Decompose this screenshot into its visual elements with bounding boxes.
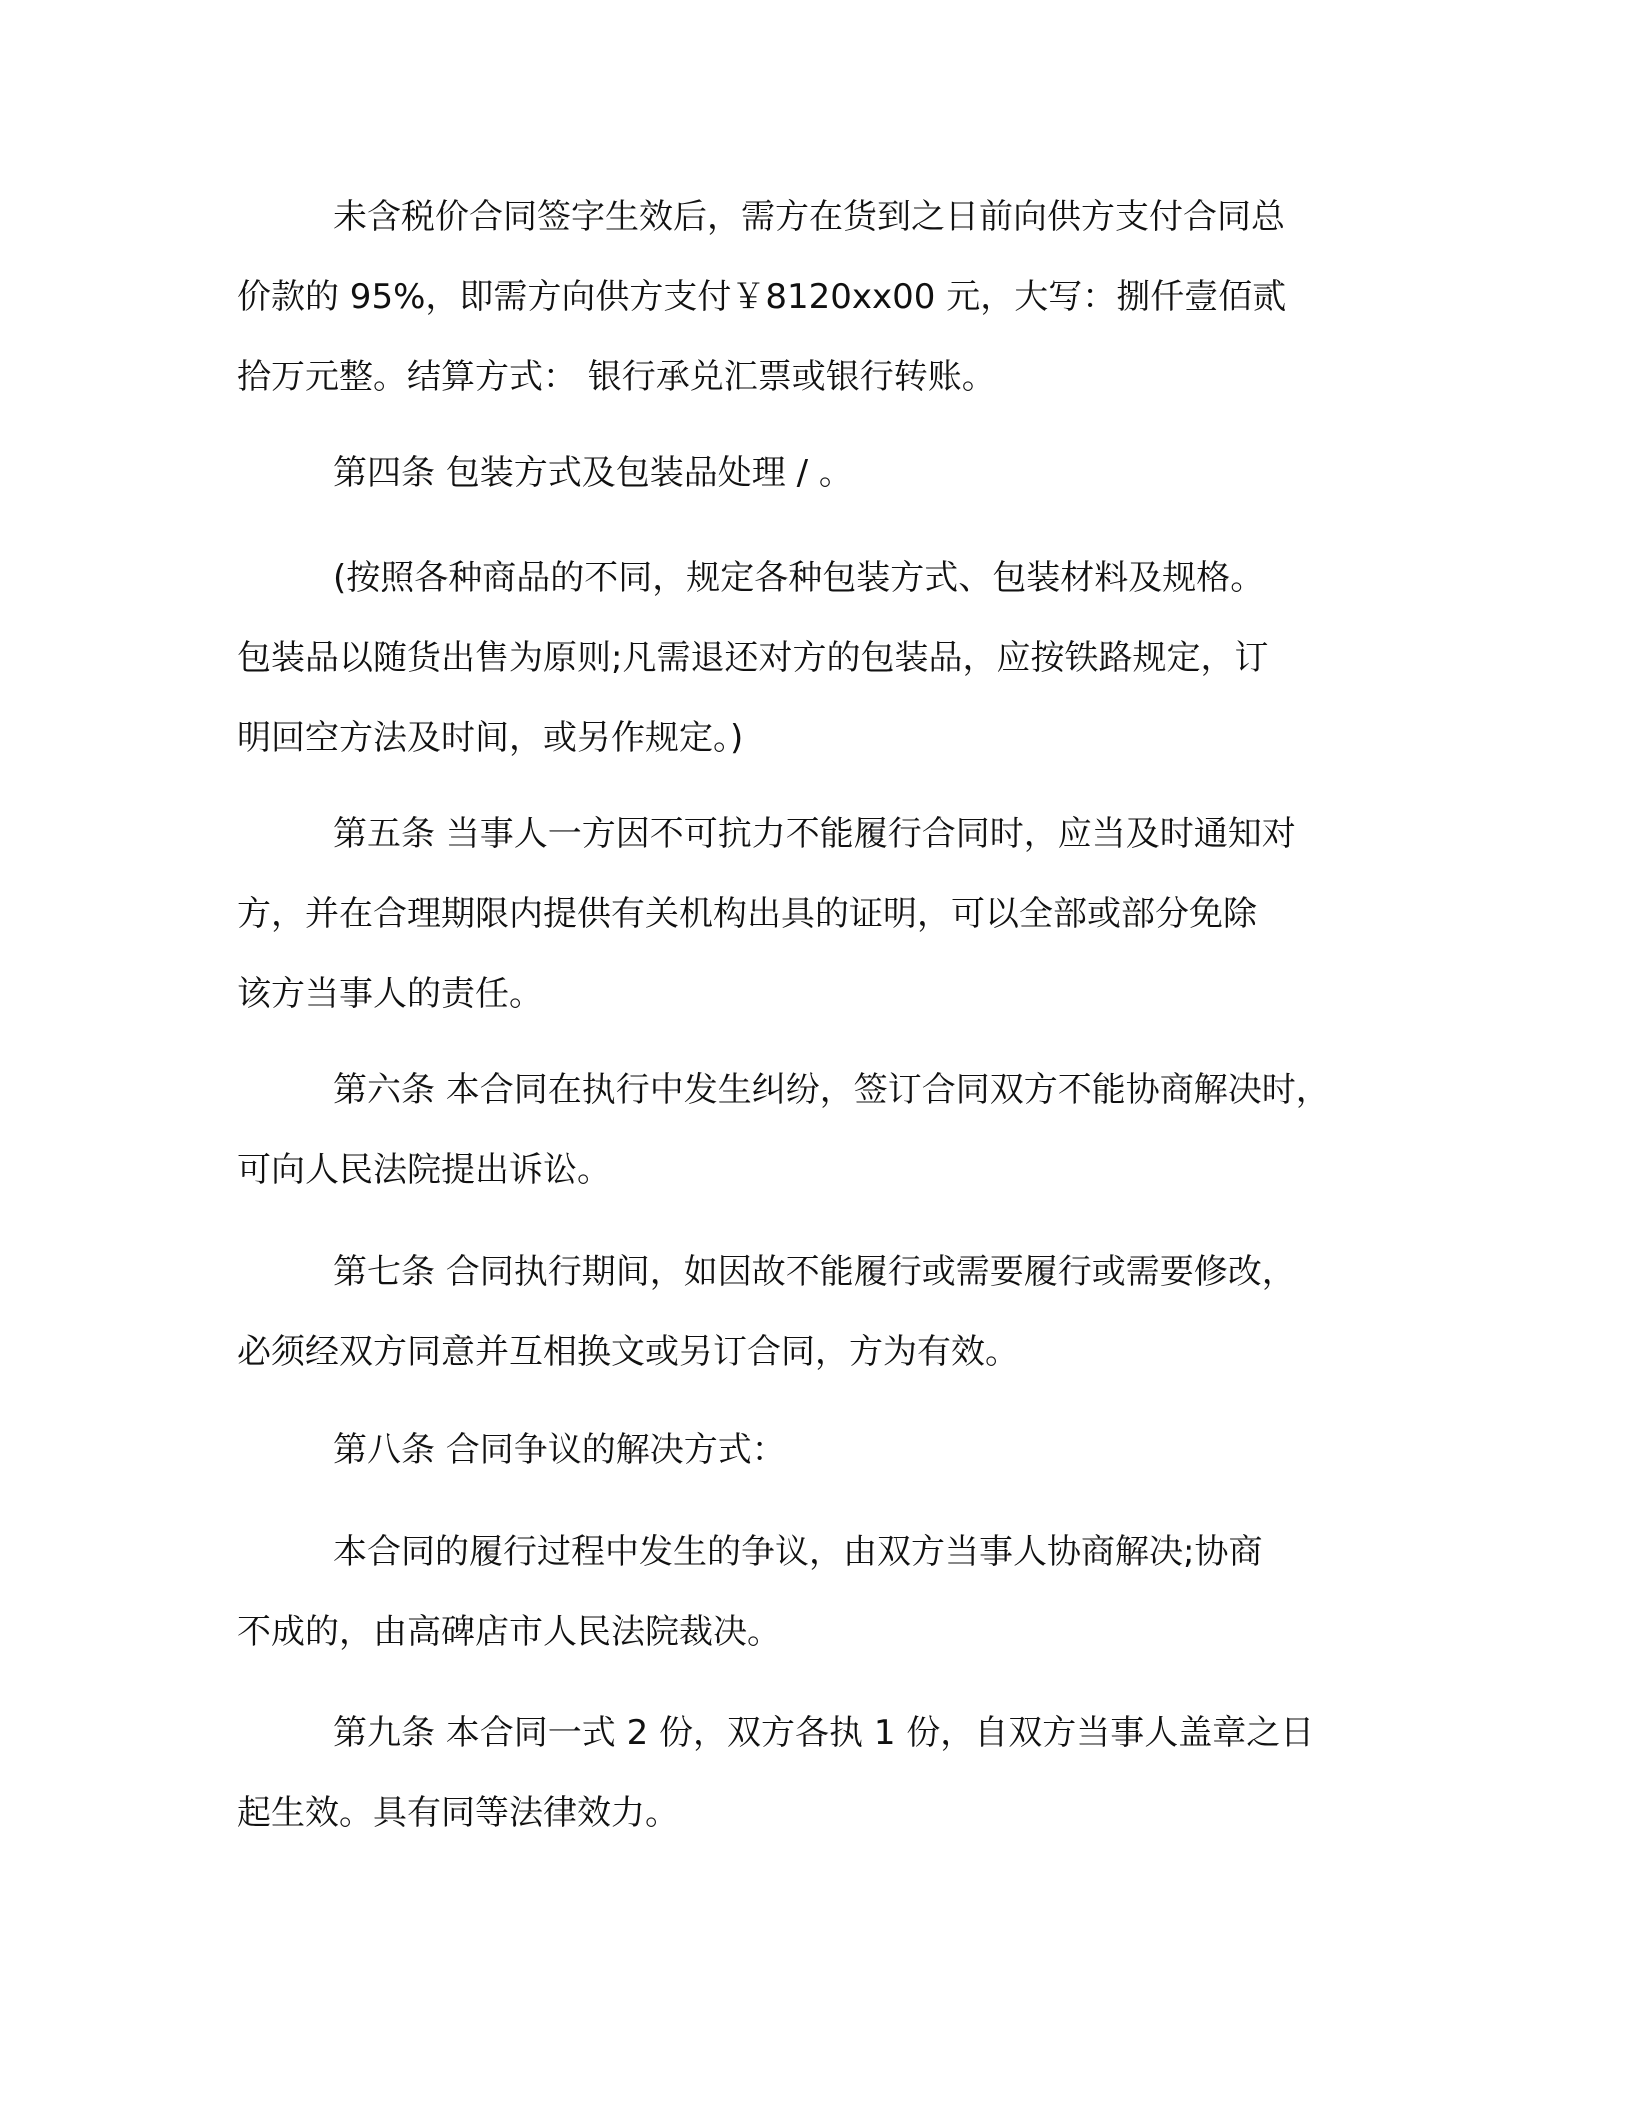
text-line: 不成的，由高碑店市人民法院裁决。 bbox=[237, 1612, 781, 1652]
text-line: 起生效。具有同等法律效力。 bbox=[237, 1793, 679, 1833]
paragraph-article-7 bbox=[237, 1232, 1437, 1392]
text-line: 第七条 合同执行期间，如因故不能履行或需要履行或需要修改， bbox=[333, 1252, 1296, 1292]
text-line: 拾万元整。结算方式： 银行承兑汇票或银行转账。 bbox=[237, 357, 996, 397]
text-line: 可向人民法院提出诉讼。 bbox=[237, 1150, 611, 1190]
text-line: 第五条 当事人一方因不可抗力不能履行合同时，应当及时通知对 bbox=[333, 814, 1296, 854]
text-line: 该方当事人的责任。 bbox=[237, 974, 543, 1014]
paragraph-article-9 bbox=[237, 1693, 1437, 1853]
paragraph-article-5 bbox=[237, 794, 1437, 1034]
text-line: 必须经双方同意并互相换文或另订合同，方为有效。 bbox=[237, 1332, 1019, 1372]
text-line: 方，并在合理期限内提供有关机构出具的证明，可以全部或部分免除 bbox=[237, 894, 1257, 934]
paragraph-payment-terms bbox=[237, 177, 1437, 417]
text-line: 价款的 95%，即需方向供方支付￥8120xx00 元，大写：捌仟壹佰贰 bbox=[237, 277, 1287, 317]
text-line: 未含税价合同签字生效后，需方在货到之日前向供方支付合同总 bbox=[333, 197, 1285, 237]
paragraph-article-4-note bbox=[237, 538, 1437, 778]
article-heading: 第八条 合同争议的解决方式： bbox=[333, 1430, 786, 1470]
text-line: 本合同的履行过程中发生的争议，由双方当事人协商解决;协商 bbox=[333, 1532, 1263, 1572]
paragraph-article-6 bbox=[237, 1050, 1437, 1210]
text-line: 包装品以随货出售为原则;凡需退还对方的包装品，应按铁路规定，订 bbox=[237, 638, 1269, 678]
paragraph-article-8-detail bbox=[237, 1512, 1437, 1672]
text-line: 明回空方法及时间，或另作规定。) bbox=[237, 718, 744, 758]
paragraph-article-4 bbox=[237, 433, 1437, 513]
text-line: 第六条 本合同在执行中发生纠纷，签订合同双方不能协商解决时， bbox=[333, 1070, 1330, 1110]
article-heading: 第四条 包装方式及包装品处理 / 。 bbox=[333, 453, 853, 493]
text-line: (按照各种商品的不同，规定各种包装方式、包装材料及规格。 bbox=[333, 558, 1265, 598]
text-line: 第九条 本合同一式 2 份，双方各执 1 份，自双方当事人盖章之日 bbox=[333, 1713, 1315, 1753]
paragraph-article-8 bbox=[237, 1410, 1437, 1490]
